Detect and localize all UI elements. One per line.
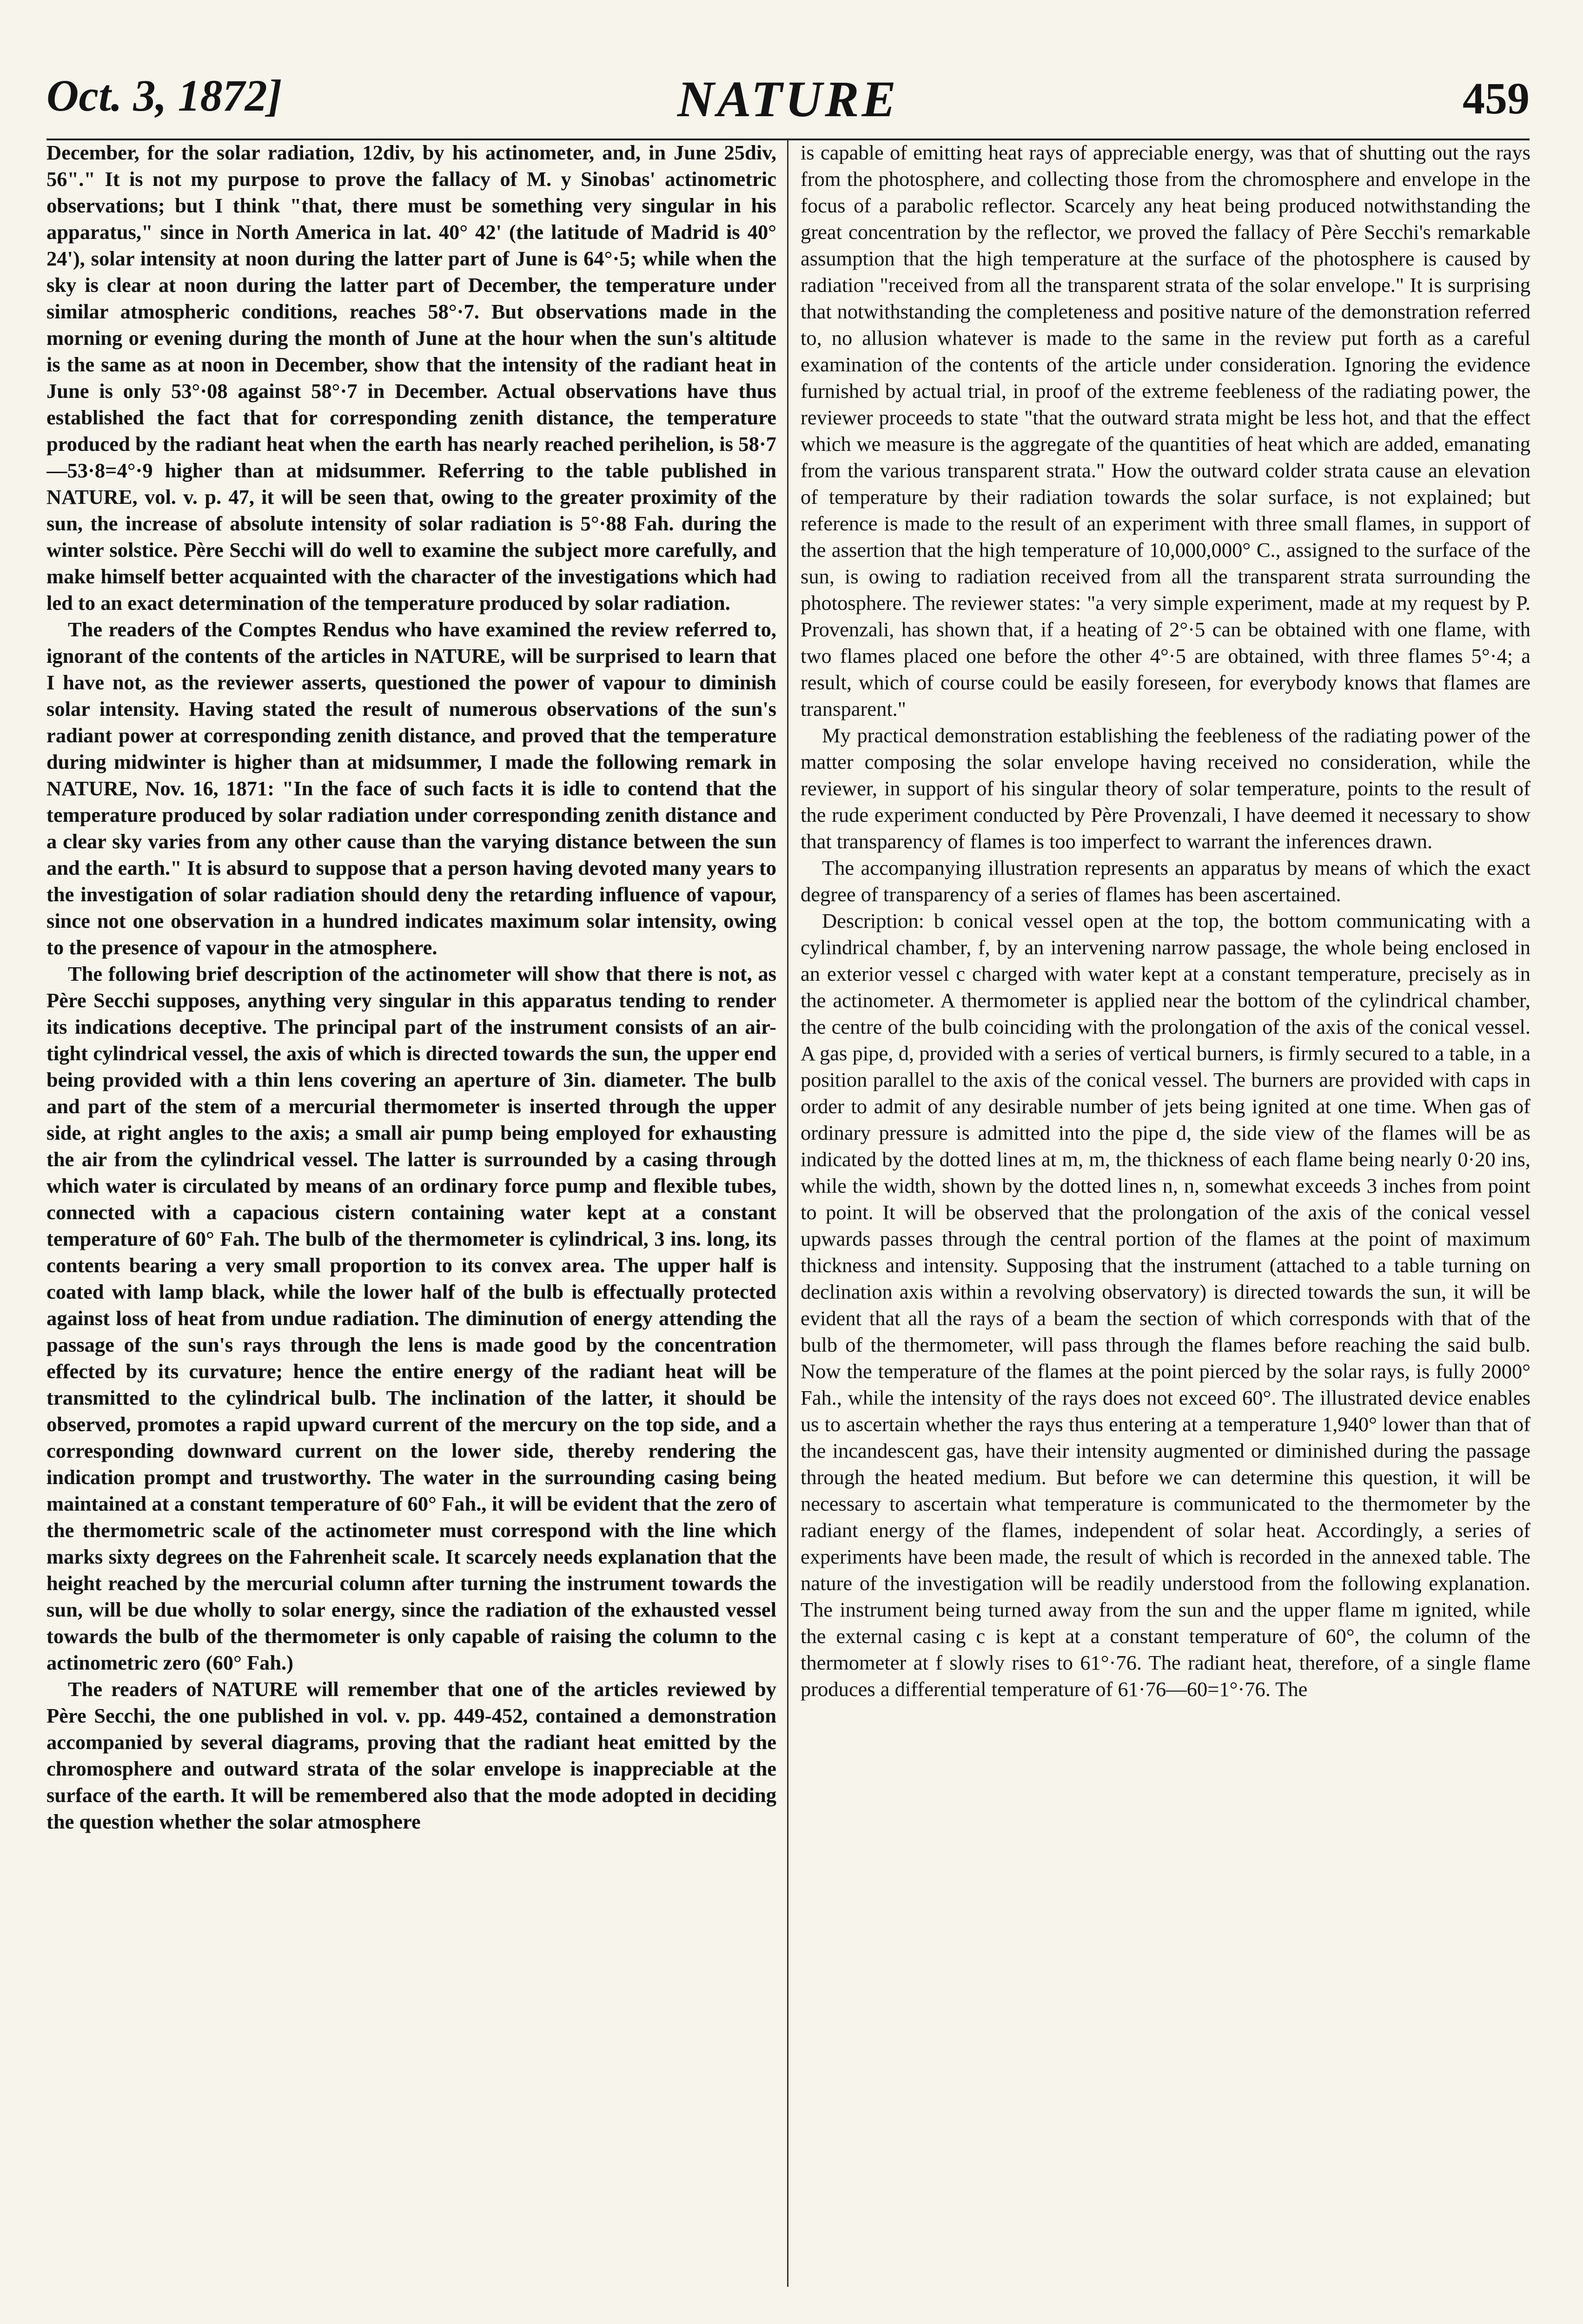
journal-title: NATURE: [677, 71, 899, 127]
column-divider: [787, 139, 788, 2287]
right-column: [801, 139, 1530, 2305]
paragraph: My practical demonstration establishing the feebleness of the radiating power of the matter composing the solar envelope having received no consideration, while the reviewer, in support of his singular theory of solar temperature, points to the result of the rude experiment conducted by Père Provenzali, I have deemed it necessary to show that transparency of flames is too imperfect to warrant the inferences drawn.: [801, 724, 1530, 853]
page-header: [46, 60, 1530, 149]
paragraph: is capable of emitting heat rays of appreciable energy, was that of shutting out the rays from the photosphere, and collecting those from the chromosphere and envelope in the focus of a parabolic reflector. Scarcely any heat being produced notwithstanding the great concentration by the reflector, we proved the fallacy of Père Secchi's remarkable assumption that the high temperature at the surface of the photosphere is caused by radiation "received from all the transparent strata of the solar envelope." It is surprising that notwithstanding the completeness and positive nature of the demonstration referred to, no allusion whatever is made to the same in the review put forth as a careful examination of the contents of the article under consideration. Ignoring the evidence furnished by actual trial, in proof of the extreme feebleness of the radiating power, the reviewer proceeds to state "that the outward strata might be less hot, and that the effect which we measure is the aggregate of the quantities of heat which are added, emanating from the various transparent strata." How the outward colder strata cause an elevation of temperature by their radiation towards the solar surface, is not explained; but reference is made to the result of an experiment with three small flames, in support of the assertion that the high temperature of 10,000,000° C., assigned to the surface of the sun, is owing to radiation received from all the transparent strata surrounding the photosphere. The reviewer states: "a very simple experiment, made at my request by P. Provenzali, has shown that, if a heating of 2°·5 can be obtained with one flame, with two flames placed one before the other 4°·5 are obtained, with three flames 5°·4; a result, which of course could be easily foreseen, for everybody knows that flames are transparent.": [801, 141, 1530, 720]
paragraph: Description: b conical vessel open at the top, the bottom communicating with a cylindrical chamber, f, by an intervening narrow passage, the whole being enclosed in an exterior vessel c charged with water kept at a constant temperature, precisely as in the actinometer. A thermometer is applied near the bottom of the cylindrical chamber, the centre of the bulb coinciding with the prolongation of the axis of the conical vessel. A gas pipe, d, provided with a series of vertical burners, is firmly secured to a table, in a position parallel to the axis of the conical vessel. The burners are provided with caps in order to admit of any desirable number of jets being ignited at one time. When gas of ordinary pressure is admitted into the pipe d, the side view of the flames will be as indicated by the dotted lines at m, m, the thickness of each flame being nearly 0·20 ins, while the width, shown by the dotted lines n, n, somewhat exceeds 3 inches from point to point. It will be observed that the prolongation of the axis of the conical vessel upwards passes through the central portion of the flames at the point of maximum thickness and intensity. Supposing that the instrument (attached to a table turning on declination axis within a revolving observatory) is directed towards the sun, it will be evident that all the rays of a beam the section of which corresponds with that of the bulb of the thermometer, will pass through the flames before reaching the said bulb. Now the temperature of the flames at the point pierced by the solar rays, is fully 2000° Fah., while the intensity of the rays does not exceed 60°. The illustrated device enables us to ascertain whether the rays thus entering at a temperature 1,940° lower than that of the incandescent gas, have their intensity augmented or diminished during the passage through the heated medium. But before we can determine this question, it will be necessary to ascertain what temperature is communicated to the thermometer by the radiant energy of the flames, independent of solar heat. Accordingly, a series of experiments have been made, the result of which is recorded in the annexed table. The nature of the investigation will be readily understood from the following explanation. The instrument being turned away from the sun and the upper flame m ignited, while the external casing c is kept at a constant temperature of 60°, the column of the thermometer at f slowly rises to 61°·76. The radiant heat, therefore, of a single flame produces a differential temperature of 61·76—60=1°·76. The: [801, 909, 1530, 1701]
left-column: [46, 139, 776, 2305]
paragraph: The following brief description of the actinometer will show that there is not, as Père Secchi supposes, anything very singular in this apparatus tending to render its indications deceptive. The principal part of the instrument consists of an air-tight cylindrical vessel, the axis of which is directed towards the sun, the upper end being provided with a thin lens covering an aperture of 3in. diameter. The bulb and part of the stem of a mercurial thermometer is inserted through the upper side, at right angles to the axis; a small air pump being employed for exhausting the air from the cylindrical vessel. The latter is surrounded by a casing through which water is circulated by means of an ordinary force pump and flexible tubes, connected with a capacious cistern containing water kept at a constant temperature of 60° Fah. The bulb of the thermometer is cylindrical, 3 ins. long, its contents bearing a very small proportion to its convex area. The upper half is coated with lamp black, while the lower half of the bulb is effectually protected against loss of heat from undue radiation. The diminution of energy attending the passage of the sun's rays through the lens is made good by the concentration effected by its curvature; hence the entire energy of the radiant heat will be transmitted to the cylindrical bulb. The inclination of the latter, it should be observed, promotes a rapid upward current of the mercury on the top side, and a corresponding downward current on the lower side, thereby rendering the indication prompt and trustworthy. The water in the surrounding casing being maintained at a constant temperature of 60° Fah., it will be evident that the zero of the thermometric scale of the actinometer must correspond with the line which marks sixty degrees on the Fahrenheit scale. It scarcely needs explanation that the height reached by the mercurial column after turning the instrument towards the sun, will be due wholly to solar energy, since the radiation of the exhausted vessel towards the bulb of the thermometer is only capable of raising the column to the actinometric zero (60° Fah.): [46, 962, 776, 1674]
paragraph: December, for the solar radiation, 12div, by his actinometer, and, in June 25div, 56"." It is not my purpose to prove the fallacy of M. y Sinobas' actinometric observations; but I think "that, there must be something very singular in his apparatus," since in North America in lat. 40° 42' (the latitude of Madrid is 40° 24'), solar intensity at noon during the latter part of June is 64°·5; while when the sky is clear at noon during the latter part of December, the temperature under similar atmospheric conditions, reaches 58°·7. But observations made in the morning or evening during the month of June at the hour when the sun's altitude is the same as at noon in December, show that the intensity of the radiant heat in June is only 53°·08 against 58°·7 in December. Actual observations have thus established the fact that for corresponding zenith distance, the temperature produced by the radiant heat when the earth has nearly reached perihelion, is 58·7—53·8=4°·9 higher than at midsummer. Referring to the table published in NATURE, vol. v. p. 47, it will be seen that, owing to the greater proximity of the sun, the increase of absolute intensity of solar radiation is 5°·88 Fah. during the winter solstice. Père Secchi will do well to examine the subject more carefully, and make himself better acquainted with the character of the investigations which had led to an exact determination of the temperature produced by solar radiation.: [46, 141, 776, 614]
issue-date: Oct. 3, 1872]: [46, 71, 282, 120]
paragraph: The readers of the Comptes Rendus who have examined the review referred to, ignorant of the contents of the articles in NATURE, will be surprised to learn that I have not, as the reviewer asserts, questioned the power of vapour to diminish solar intensity. Having stated the result of numerous observations of the sun's radiant power at corresponding zenith distance, and proved that the temperature during midwinter is higher than at midsummer, I made the following remark in NATURE, Nov. 16, 1871: "In the face of such facts it is idle to contend that the temperature produced by solar radiation under corresponding zenith distance and a clear sky varies from any other cause than the varying distance between the sun and the earth." It is absurd to suppose that a person having devoted many years to the investigation of solar radiation should deny the retarding influence of vapour, since not one observation in a hundred indicates maximum solar intensity, owing to the presence of vapour in the atmosphere.: [46, 618, 776, 959]
paragraph: The readers of NATURE will remember that one of the articles reviewed by Père Secchi, the one published in vol. v. pp. 449-452, contained a demonstration accompanied by several diagrams, proving that the radiant heat emitted by the chromosphere and outward strata of the solar envelope is inappreciable at the surface of the earth. It will be remembered also that the mode adopted in deciding the question whether the solar atmosphere: [46, 1677, 776, 1833]
page-number: 459: [1463, 73, 1530, 123]
paragraph: The accompanying illustration represents an apparatus by means of which the exact degree of transparency of a series of flames has been ascertained.: [801, 856, 1530, 906]
